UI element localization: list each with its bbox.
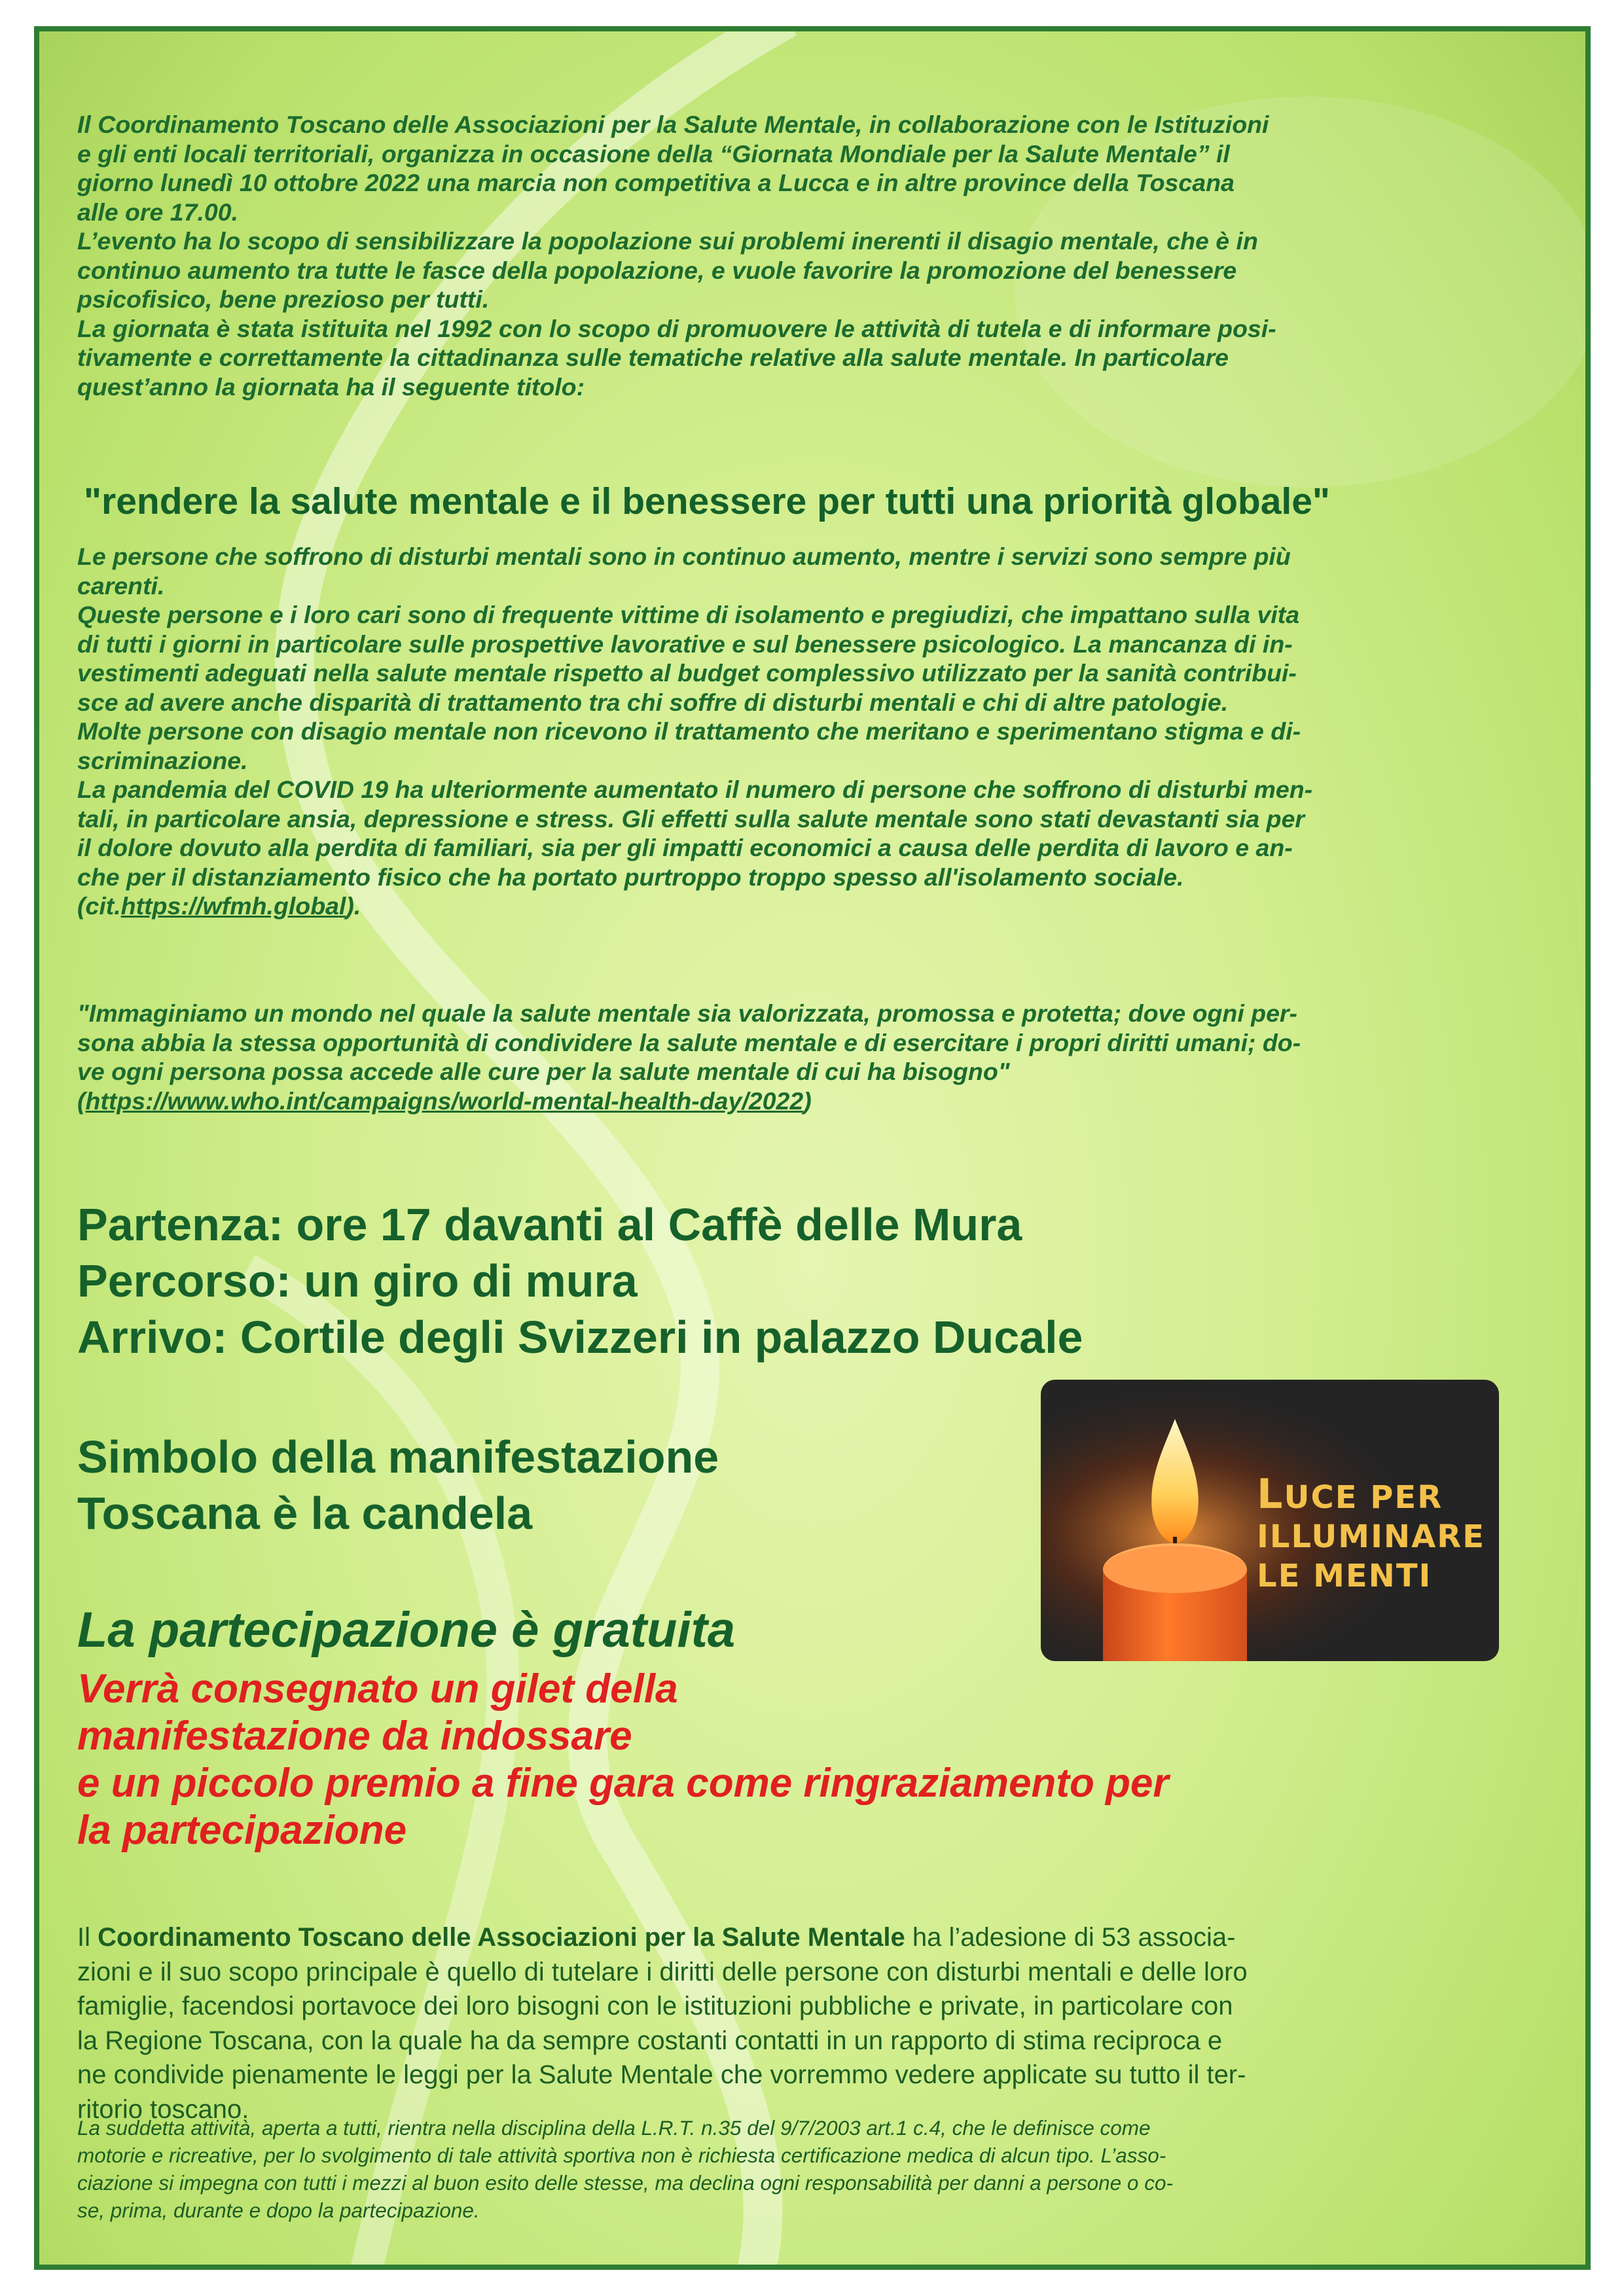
candle-caption-line xyxy=(1257,1470,1485,1518)
body-line: vestimenti adeguati nella salute mentale rispetto al budget complessivo utilizzato per la sanità contribui- xyxy=(77,659,1297,687)
caption-initial: L xyxy=(1257,1470,1284,1518)
citation-suffix: ). xyxy=(346,892,361,920)
event-symbol xyxy=(77,1429,994,1541)
quote-link-suffix: ) xyxy=(803,1086,812,1115)
about-first-line xyxy=(77,1920,1576,1955)
body-line: Molte persone con disagio mentale non ricevono il trattamento che meritano e sperimentano stigma e di- xyxy=(77,717,1301,745)
symbol-line: Simbolo della manifestazione xyxy=(77,1431,719,1482)
participation-line: e un piccolo premio a fine gara come ringraziamento per xyxy=(77,1761,1169,1806)
participation-title: La partecipazione è gratuita xyxy=(77,1602,736,1658)
quote-link-prefix: ( xyxy=(77,1086,86,1115)
quote-line: sona abbia la stessa opportunità di condividere la salute mentale e di esercitare i propri diritti umani; do- xyxy=(77,1028,1301,1056)
participation-line: manifestazione da indossare xyxy=(77,1713,632,1759)
candle-caption-line: ILLUMINARE xyxy=(1257,1518,1485,1555)
intro-line: quest’anno la giornata ha il seguente titolo: xyxy=(77,372,585,401)
event-start: Partenza: ore 17 davanti al Caffè delle Mura xyxy=(77,1199,1022,1250)
event-arrival: Arrivo: Cortile degli Svizzeri in palazzo Ducale xyxy=(77,1312,1083,1363)
about-line: ne condivide pienamente le leggi per la Salute Mentale che vorremmo vedere applicate su tutto il ter- xyxy=(77,2060,1246,2089)
who-quote xyxy=(77,999,1563,1115)
body-line: Le persone che soffrono di disturbi mentali sono in continuo aumento, mentre i servizi sono sempre più xyxy=(77,543,1291,570)
body-paragraph xyxy=(77,542,1563,921)
body-line: il dolore dovuto alla perdita di familiari, sia per gli impatti economici a causa delle perdita di lavoro e an- xyxy=(77,834,1293,861)
about-rest: ha l’adesione di 53 associa- xyxy=(905,1923,1236,1952)
disclaimer-line: ciazione si impegna con tutti i mezzi al buon esito delle stesse, ma declina ogni responsabilità per danni a persone o co- xyxy=(77,2171,1173,2195)
citation-prefix: (cit. xyxy=(77,892,121,920)
event-details xyxy=(77,1196,1563,1365)
page-frame xyxy=(34,26,1591,2270)
caption-rest: UCE PER xyxy=(1284,1479,1443,1516)
about-line: zioni e il suo scopo principale è quello di tutelare i diritti delle persone con disturbi mentali e delle loro xyxy=(77,1957,1248,1986)
wfmh-link[interactable]: https://wfmh.global xyxy=(120,892,346,920)
body-line: sce ad avere anche disparità di trattamento tra chi soffre di disturbi mentali e chi di altre patologie. xyxy=(77,688,1229,716)
disclaimer-line: motorie e ricreative, per lo svolgimento di tale attività sportiva non è richiesta certificazione medica di alcun tipo. L’asso- xyxy=(77,2144,1166,2167)
participation-line: la partecipazione xyxy=(77,1808,407,1853)
body-line: carenti. xyxy=(77,571,165,600)
participation-details xyxy=(77,1666,1517,1854)
intro-line: La giornata è stata istituita nel 1992 con lo scopo di promuovere le attività di tutela e di informare posi- xyxy=(77,314,1276,342)
disclaimer-line: se, prima, durante e dopo la partecipazione. xyxy=(77,2198,480,2222)
participation-line: Verrà consegnato un gilet della xyxy=(77,1666,678,1712)
intro-line: tivamente e correttamente la cittadinanza sulle tematiche relative alla salute mentale. In particolare xyxy=(77,344,1229,371)
body-line: che per il distanziamento fisico che ha portato purtroppo troppo spesso all'isolamento sociale. xyxy=(77,863,1184,891)
symbol-line: Toscana è la candela xyxy=(77,1488,533,1539)
about-line: la Regione Toscana, con la quale ha da sempre costanti contatti in un rapporto di stima reciproca e xyxy=(77,2026,1223,2055)
body-line: La pandemia del COVID 19 ha ulteriormente aumentato il numero di persone che soffrono di disturbi men- xyxy=(77,776,1313,803)
intro-line: Il Coordinamento Toscano delle Associazioni per la Salute Mentale, in collaborazione con le Istituzioni xyxy=(77,111,1269,138)
intro-paragraph xyxy=(77,110,1563,401)
intro-line: L’evento ha lo scopo di sensibilizzare la popolazione sui problemi inerenti il disagio mentale, che è in xyxy=(77,227,1258,255)
about-org-name: Coordinamento Toscano delle Associazioni per la Salute Mentale xyxy=(98,1923,905,1952)
motto-heading: "rendere la salute mentale e il benessere per tutti una priorità globale" xyxy=(84,480,1330,522)
about-line: ritorio toscano. xyxy=(77,2094,249,2124)
body-line: scriminazione. xyxy=(77,746,248,774)
quote-source xyxy=(77,1086,1563,1116)
intro-line: e gli enti locali territoriali, organizza in occasione della “Giornata Mondiale per la Salute Mentale” il xyxy=(77,139,1230,168)
intro-line: psicofisico, bene prezioso per tutti. xyxy=(77,285,490,313)
intro-line: giorno lunedì 10 ottobre 2022 una marcia non competitiva a Lucca e in altre province della Toscana xyxy=(77,169,1235,196)
about-il: Il xyxy=(77,1923,98,1952)
intro-line: continuo aumento tra tutte le fasce della popolazione, e vuole favorire la promozione del benessere xyxy=(77,256,1237,284)
candle-caption-line: LE MENTI xyxy=(1257,1558,1432,1594)
body-line: tali, in particolare ansia, depressione e stress. Gli effetti sulla salute mentale sono stati devastanti sia per xyxy=(77,804,1305,833)
quote-line: "Immaginiamo un mondo nel quale la salute mentale sia valorizzata, promossa e protetta; dove ogni per- xyxy=(77,999,1298,1027)
event-route: Percorso: un giro di mura xyxy=(77,1255,638,1306)
about-paragraph xyxy=(77,1920,1576,2126)
body-line: di tutti i giorni in particolare sulle prospettive lavorative e sul benessere psicologico. La mancanza di in- xyxy=(77,630,1293,658)
citation xyxy=(77,891,1563,921)
body-line: Queste persone e i loro cari sono di frequente vittime di isolamento e pregiudizi, che impattano sulla vita xyxy=(77,601,1300,628)
candle-caption xyxy=(1257,1470,1485,1596)
who-link[interactable]: https://www.who.int/campaigns/world-mental-health-day/2022 xyxy=(85,1086,804,1115)
quote-line: ve ogni persona possa accede alle cure per la salute mentale di cui ha bisogno" xyxy=(77,1058,1010,1085)
disclaimer-line: La suddetta attività, aperta a tutti, rientra nella disciplina della L.R.T. n.35 del 9/7/2003 art.1 c.4, che le definisce come xyxy=(77,2116,1151,2140)
intro-line: alle ore 17.00. xyxy=(77,198,239,226)
about-line: famiglie, facendosi portavoce dei loro bisogni con le istituzioni pubbliche e private, in particolare con xyxy=(77,1992,1233,2020)
disclaimer-paragraph xyxy=(77,2114,1576,2224)
